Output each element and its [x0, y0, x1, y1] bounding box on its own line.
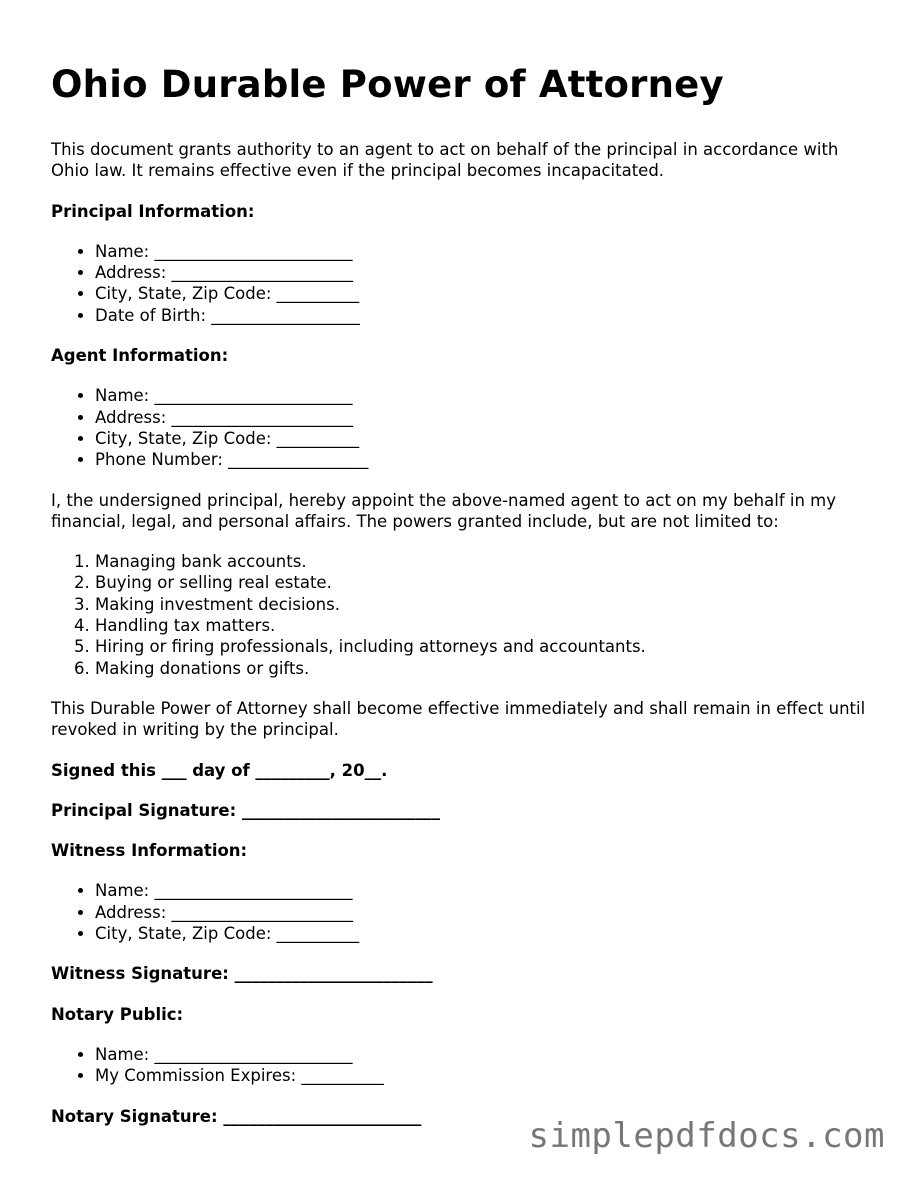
- notary-commission-field: • My Commission Expires: __________: [95, 1065, 881, 1086]
- power-item: 6. Making donations or gifts.: [95, 658, 881, 679]
- principal-list: [51, 241, 881, 326]
- document-title: Ohio Durable Power of Attorney: [51, 63, 724, 106]
- effective-paragraph: This Durable Power of Attorney shall become effective immediately and shall remain in effect until revoked in writing by the principal.: [51, 698, 866, 740]
- power-item: 3. Making investment decisions.: [95, 594, 881, 615]
- notary-name-field: • Name: ________________________: [95, 1044, 881, 1065]
- document-page: [51, 62, 881, 1146]
- principal-heading: Principal Information:: [51, 201, 255, 221]
- principal-address-field: • Address: ______________________: [95, 262, 881, 283]
- principal-signature-line: Principal Signature: ________________________: [51, 800, 440, 820]
- agent-phone-field: • Phone Number: _________________: [95, 449, 881, 470]
- witness-list: [51, 880, 881, 944]
- power-item: 4. Handling tax matters.: [95, 615, 881, 636]
- signed-date-line: Signed this ___ day of _________, 20__.: [51, 760, 388, 780]
- principal-name-field: • Name: ________________________: [95, 241, 881, 262]
- watermark-text: simplepdfdocs.com: [528, 1116, 885, 1156]
- appointment-paragraph: I, the undersigned principal, hereby appoint the above-named agent to act on my behalf in my financial, legal, and personal affairs. The powers granted include, but are not limited to:: [51, 490, 837, 531]
- power-item: 5. Hiring or firing professionals, including attorneys and accountants.: [95, 636, 881, 657]
- principal-dob-field: • Date of Birth: __________________: [95, 305, 881, 326]
- witness-signature-line: Witness Signature: ________________________: [51, 964, 433, 984]
- power-item: 1. Managing bank accounts.: [95, 551, 881, 572]
- agent-name-field: • Name: ________________________: [95, 385, 881, 406]
- agent-heading: Agent Information:: [51, 346, 229, 366]
- witness-city-field: • City, State, Zip Code: __________: [95, 923, 881, 944]
- principal-city-field: • City, State, Zip Code: __________: [95, 283, 881, 304]
- powers-list: [51, 551, 881, 679]
- agent-address-field: • Address: ______________________: [95, 407, 881, 428]
- witness-address-field: • Address: ______________________: [95, 902, 881, 923]
- power-item: 2. Buying or selling real estate.: [95, 572, 881, 593]
- witness-name-field: • Name: ________________________: [95, 880, 881, 901]
- notary-list: [51, 1044, 881, 1087]
- agent-list: [51, 385, 881, 470]
- agent-city-field: • City, State, Zip Code: __________: [95, 428, 881, 449]
- notary-signature-line: Notary Signature: ________________________: [51, 1106, 422, 1126]
- witness-heading: Witness Information:: [51, 841, 248, 861]
- notary-heading: Notary Public:: [51, 1004, 184, 1024]
- intro-paragraph: This document grants authority to an agent to act on behalf of the principal in accordance with Ohio law. It remains effective even if the principal becomes incapacitated.: [51, 140, 839, 181]
